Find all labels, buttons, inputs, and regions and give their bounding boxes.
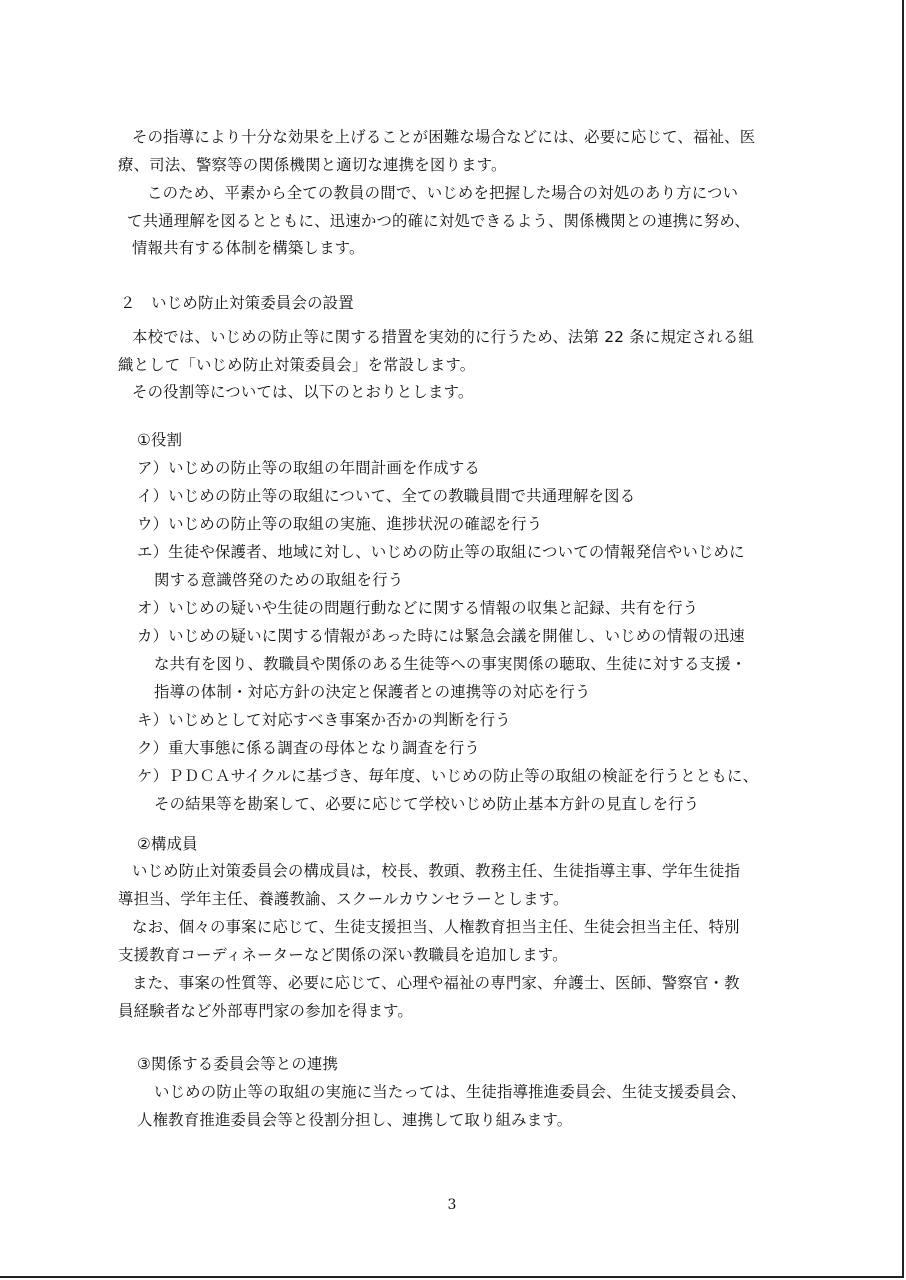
role-item-o: オ）いじめの疑いや生徒の問題行動などに関する情報の収集と記録、共有を行う bbox=[137, 599, 699, 617]
role-item-ka-continued-1: な共有を図り、教職員や関係のある生徒等への事実関係の聴取、生徒に対する支援・ bbox=[154, 655, 747, 673]
role-item-e: エ）生徒や保護者、地域に対し、いじめの防止等の取組についての情報発信やいじめに bbox=[137, 543, 745, 561]
role-item-ki: キ）いじめとして対応すべき事案か否かの判断を行う bbox=[137, 711, 511, 729]
cooperation-line-1: いじめの防止等の取組の実施に当たっては、生徒指導推進委員会、生徒支援委員会、 bbox=[154, 1083, 747, 1101]
members-line-5: また、事案の性質等、必要に応じて、心理や福祉の専門家、弁護士、医師、警察官・教 bbox=[132, 974, 740, 992]
members-line-6: 員経験者など外部専門家の参加を得ます。 bbox=[118, 1002, 413, 1020]
role-item-ke-continued: その結果等を勘案して、必要に応じて学校いじめ防止基本方針の見直しを行う bbox=[154, 795, 700, 813]
members-line-2: 導担当、学年主任、養護教諭、スクールカウンセラーとします。 bbox=[118, 890, 569, 908]
section-2-heading: ２ いじめ防止対策委員会の設置 bbox=[120, 294, 354, 312]
cooperation-line-2: 人権教育推進委員会等と役割分担し、連携して取り組みます。 bbox=[137, 1111, 573, 1129]
intro-paragraph-1-line-1: その指導により十分な効果を上げることが困難な場合などには、必要に応じて、福祉、医 bbox=[132, 128, 756, 146]
intro-paragraph-2-line-3: 情報共有する体制を構築します。 bbox=[132, 239, 365, 257]
members-heading: ②構成員 bbox=[137, 835, 198, 853]
cooperation-heading: ③関係する委員会等との連携 bbox=[137, 1055, 339, 1073]
roles-heading: ①役割 bbox=[137, 431, 183, 449]
role-item-i: イ）いじめの防止等の取組について、全ての教職員間で共通理解を図る bbox=[137, 487, 636, 505]
page-number: 3 bbox=[447, 1197, 457, 1213]
members-line-1: いじめ防止対策委員会の構成員は，校長、教頭、教務主任、生徒指導主事、学年生徒指 bbox=[132, 862, 741, 880]
intro-paragraph-2-line-2: て共通理解を図るとともに、迅速かつ的確に対処できるよう、関係機関との連携に努め、 bbox=[127, 212, 751, 230]
role-item-e-continued: 関する意識啓発のための取組を行う bbox=[154, 571, 404, 589]
role-item-u: ウ）いじめの防止等の取組の実施、進捗状況の確認を行う bbox=[137, 515, 543, 533]
section-2-paragraph-1-line-1: 本校では、いじめの防止等に関する措置を実効的に行うため、法第 22 条に規定される組 bbox=[132, 328, 754, 346]
intro-paragraph-2-line-1: このため、平素から全ての教員の間で、いじめを把握した場合の対処のあり方につい bbox=[147, 184, 739, 202]
section-2-paragraph-2: その役割等については、以下のとおりとします。 bbox=[132, 383, 474, 401]
members-line-3: なお、個々の事案に応じて、生徒支援担当、人権教育担当主任、生徒会担当主任、特別 bbox=[132, 918, 740, 936]
section-2-paragraph-1-line-2: 織として「いじめ防止対策委員会」を常設します。 bbox=[118, 356, 476, 374]
role-item-a: ア）いじめの防止等の取組の年間計画を作成する bbox=[137, 459, 480, 477]
members-line-4: 支援教育コーディネーターなど関係の深い教職員を追加します。 bbox=[118, 946, 568, 964]
intro-paragraph-1-line-2: 療、司法、警察等の関係機関と適切な連携を図ります。 bbox=[118, 156, 507, 174]
role-item-ku: ク）重大事態に係る調査の母体となり調査を行う bbox=[137, 739, 480, 757]
role-item-ka: カ）いじめの疑いに関する情報があった時には緊急会議を開催し、いじめの情報の迅速 bbox=[137, 627, 745, 645]
role-item-ka-continued-2: 指導の体制・対応方針の決定と保護者との連携等の対応を行う bbox=[154, 683, 591, 701]
role-item-ke: ケ）ＰＤＣＡサイクルに基づき、毎年度、いじめの防止等の取組の検証を行うとともに、 bbox=[137, 767, 759, 785]
